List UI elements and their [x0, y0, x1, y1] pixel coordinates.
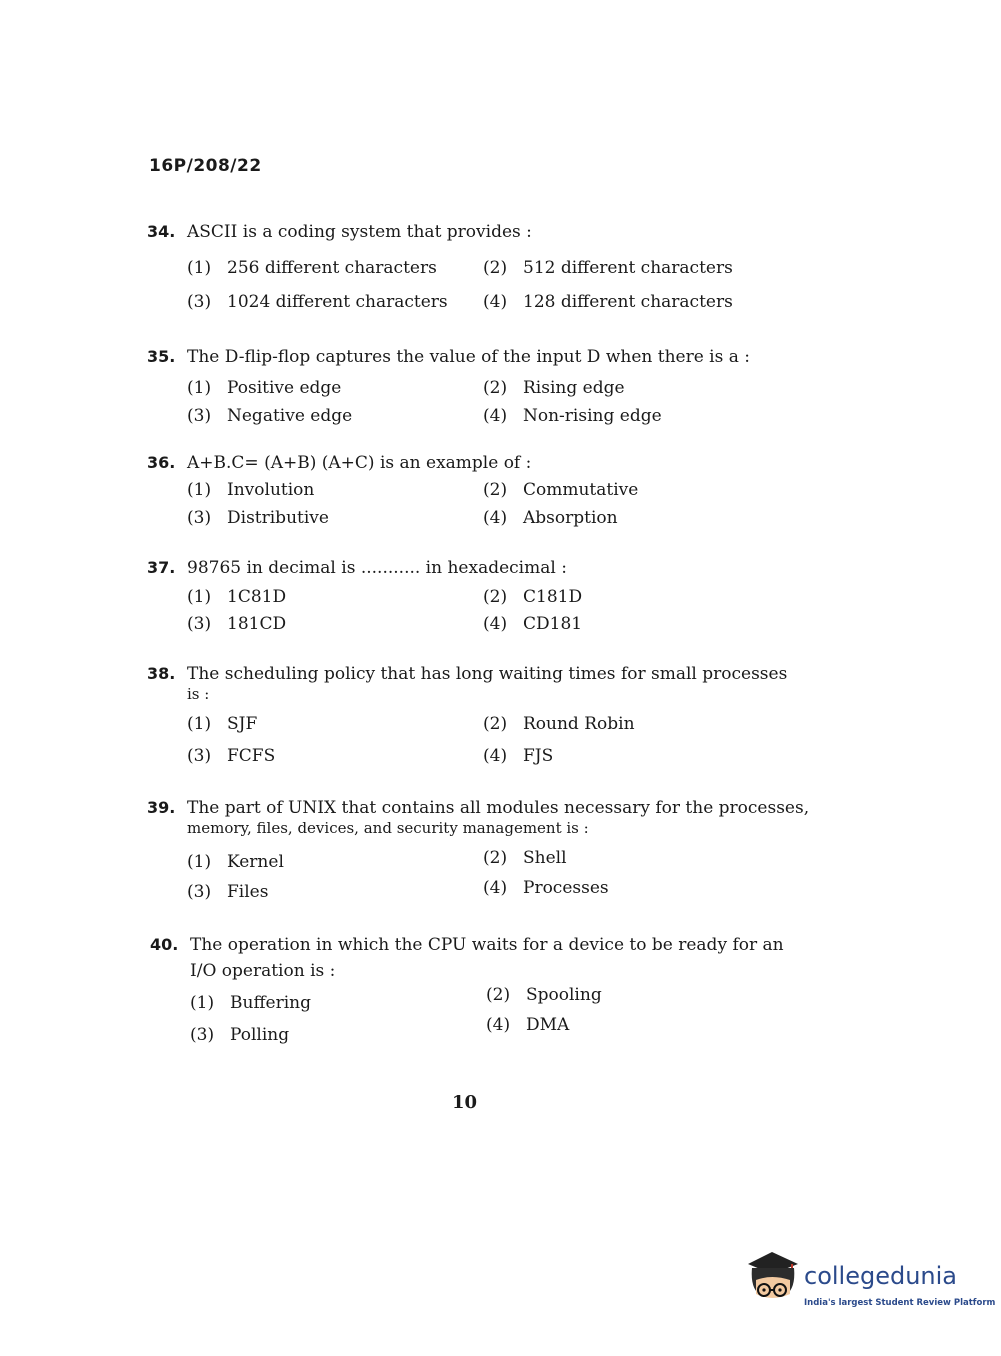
option-number: (4)	[483, 746, 508, 766]
option-number: (2)	[483, 587, 508, 607]
option-3	[187, 614, 286, 634]
option-3	[187, 882, 268, 902]
option-number: (2)	[483, 258, 508, 278]
option-number: (1)	[187, 480, 212, 500]
option-2	[483, 258, 733, 278]
question-38	[147, 664, 847, 769]
option-4	[483, 406, 662, 426]
question-text-continued: is :	[187, 685, 210, 703]
option-4	[483, 292, 733, 312]
option-number: (1)	[187, 587, 212, 607]
option-label: FCFS	[227, 746, 276, 766]
option-label: Negative edge	[227, 406, 353, 426]
option-label: 256 different characters	[227, 258, 437, 278]
option-number: (4)	[483, 406, 508, 426]
option-number: (2)	[483, 378, 508, 398]
option-2	[483, 848, 567, 868]
option-3	[190, 1025, 289, 1045]
option-label: 1024 different characters	[227, 292, 448, 312]
option-label: FJS	[523, 746, 554, 766]
question-40	[150, 935, 850, 1050]
option-2	[483, 714, 635, 734]
option-label: Absorption	[523, 508, 618, 528]
option-4	[486, 1015, 569, 1035]
option-2	[483, 480, 638, 500]
collegedunia-watermark	[742, 1250, 996, 1320]
question-number: 35.	[147, 347, 176, 366]
option-1	[187, 852, 284, 872]
question-text: The scheduling policy that has long waiting times for small processes	[187, 664, 788, 684]
page-number: 10	[452, 1092, 478, 1113]
option-label: SJF	[227, 714, 258, 734]
option-4	[483, 878, 609, 898]
option-label: Rising edge	[523, 378, 625, 398]
option-label: Spooling	[526, 985, 602, 1005]
option-number: (3)	[190, 1025, 215, 1045]
option-3	[187, 292, 448, 312]
option-label: Involution	[227, 480, 315, 500]
question-36	[147, 453, 847, 533]
option-2	[483, 587, 582, 607]
question-text-continued: I/O operation is :	[190, 961, 336, 981]
question-34	[147, 222, 847, 317]
option-3	[187, 746, 275, 766]
option-1	[187, 480, 314, 500]
option-label: Polling	[230, 1025, 290, 1045]
question-text: The part of UNIX that contains all modules necessary for the processes,	[187, 798, 810, 818]
option-number: (4)	[486, 1015, 511, 1035]
question-35	[147, 347, 847, 432]
option-number: (3)	[187, 406, 212, 426]
option-1	[187, 378, 341, 398]
question-number: 39.	[147, 798, 176, 817]
option-2	[483, 378, 625, 398]
option-number: (3)	[187, 746, 212, 766]
option-label: Buffering	[230, 993, 311, 1013]
option-number: (4)	[483, 878, 508, 898]
option-label: Distributive	[227, 508, 329, 528]
question-37	[147, 558, 847, 638]
option-label: 1C81D	[227, 587, 287, 607]
option-label: Files	[227, 882, 269, 902]
option-number: (2)	[483, 714, 508, 734]
option-label: Commutative	[523, 480, 639, 500]
option-label: Non-rising edge	[523, 406, 662, 426]
option-number: (2)	[483, 848, 508, 868]
brand-name: collegedunia	[804, 1262, 958, 1290]
question-number: 38.	[147, 664, 176, 683]
option-label: 181CD	[227, 614, 287, 634]
option-1	[187, 714, 257, 734]
option-number: (3)	[187, 508, 212, 528]
option-number: (1)	[187, 378, 212, 398]
option-number: (1)	[187, 852, 212, 872]
option-label: 512 different characters	[523, 258, 733, 278]
brand-tagline: India's largest Student Review Platform	[804, 1298, 996, 1308]
option-number: (4)	[483, 508, 508, 528]
option-number: (1)	[187, 258, 212, 278]
question-text: The D-flip-flop captures the value of the input D when there is a :	[187, 347, 751, 367]
option-1	[187, 258, 437, 278]
option-number: (3)	[187, 882, 212, 902]
option-label: CD181	[523, 614, 583, 634]
option-number: (2)	[483, 480, 508, 500]
question-number: 36.	[147, 453, 176, 472]
option-number: (4)	[483, 614, 508, 634]
option-2	[486, 985, 602, 1005]
option-label: Kernel	[227, 852, 284, 872]
question-text: 98765 in decimal is ........... in hexadecimal :	[187, 558, 567, 578]
option-4	[483, 746, 553, 766]
option-label: Round Robin	[523, 714, 635, 734]
option-number: (4)	[483, 292, 508, 312]
graduate-mascot-icon	[742, 1250, 802, 1312]
question-number: 34.	[147, 222, 176, 241]
question-text: The operation in which the CPU waits for a device to be ready for an	[190, 935, 784, 955]
question-text-continued: memory, files, devices, and security management is :	[187, 819, 589, 837]
option-1	[190, 993, 311, 1013]
option-3	[187, 508, 329, 528]
question-39	[147, 798, 847, 908]
option-number: (1)	[187, 714, 212, 734]
option-label: Positive edge	[227, 378, 342, 398]
option-4	[483, 614, 582, 634]
question-text: A+B.C= (A+B) (A+C) is an example of :	[187, 453, 532, 473]
question-number: 37.	[147, 558, 176, 577]
option-label: Processes	[523, 878, 609, 898]
question-text: ASCII is a coding system that provides :	[187, 222, 532, 242]
option-number: (1)	[190, 993, 215, 1013]
option-number: (3)	[187, 292, 212, 312]
option-number: (3)	[187, 614, 212, 634]
option-label: C181D	[523, 587, 583, 607]
option-4	[483, 508, 618, 528]
option-1	[187, 587, 286, 607]
option-label: 128 different characters	[523, 292, 733, 312]
option-label: Shell	[523, 848, 567, 868]
paper-code: 16P/208/22	[149, 156, 262, 176]
option-number: (2)	[486, 985, 511, 1005]
question-number: 40.	[150, 935, 179, 954]
option-3	[187, 406, 352, 426]
option-label: DMA	[526, 1015, 570, 1035]
